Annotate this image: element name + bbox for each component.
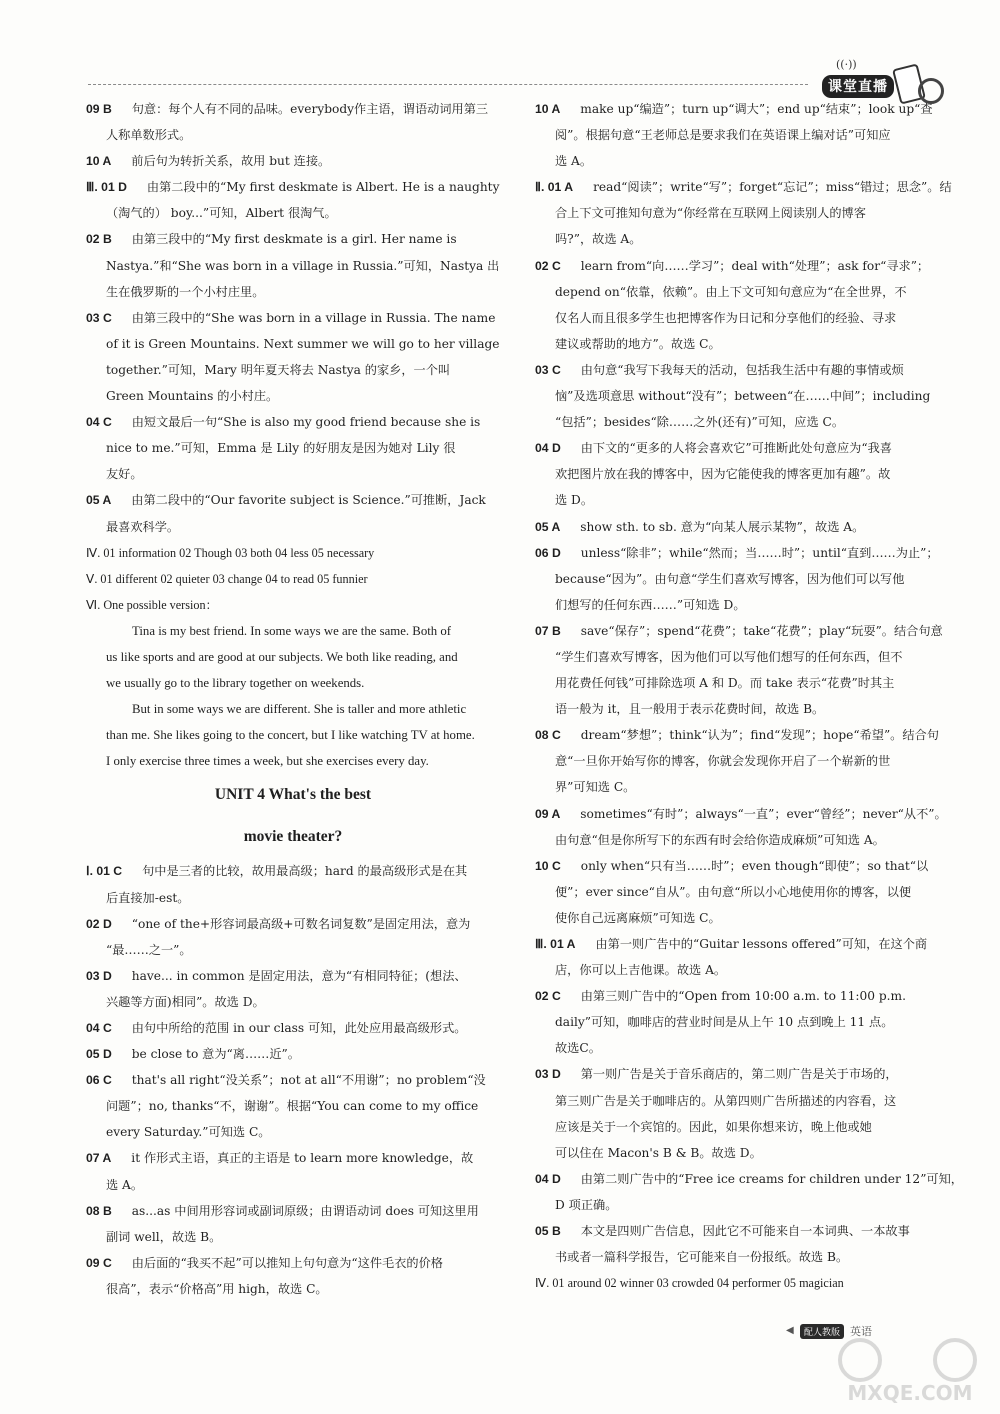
sample-essay-line: we usually go to the library together on weekends.: [106, 676, 365, 691]
answer-explanation: have... in common 是固定用法，意为“有相同特征；(想法、: [131, 968, 467, 983]
explanation-continuation: 友好。: [106, 467, 143, 482]
answer-line: [86, 963, 500, 989]
answer-explanation: save“保存”；spend“花费”；take“花费”；play“玩耍”。结合句意: [580, 623, 943, 638]
subject-label: 英语: [850, 1325, 872, 1338]
answer-line: [86, 174, 500, 200]
answer-number: 03 D: [535, 1067, 561, 1082]
answer-explanation: read“阅读”；write“写”；forget“忘记”；miss“错过；思念”。结: [593, 180, 952, 195]
explanation-continuation: 应该是关于一个宾馆的。因此，如果你想来访，晚上他或她: [555, 1119, 872, 1134]
brand-label: 课堂直播: [822, 75, 894, 98]
explanation-continuation: 们想写的任何东西……”可知选 D。: [555, 597, 746, 612]
watermark-ring-icon: [935, 1340, 975, 1380]
answer-number: 03 D: [86, 968, 112, 983]
answer-row: Ⅳ. 01 around 02 winner 03 crowded 04 performer 05 magician: [535, 1276, 844, 1291]
answer-explanation: 由第二段中的“Our favorite subject is Science.”可推断，Jack: [131, 493, 486, 508]
answer-line: [86, 1015, 500, 1041]
answer-row: Ⅴ. 01 different 02 quieter 03 change 04 to read 05 funnier: [86, 571, 368, 586]
explanation-continuation: 后直接加-est。: [106, 890, 190, 905]
answer-number: 08 B: [86, 1203, 112, 1218]
explanation-continuation: nice to me.”可知，Emma 是 Lily 的好朋友是因为她对 Lily 很: [106, 441, 456, 456]
unit-title: UNIT 4 What's the best: [214, 786, 372, 804]
sample-essay-line: than me. She likes going to the concert, but I like watching TV at home.: [106, 728, 475, 743]
answer-number: 04 D: [535, 441, 561, 456]
answer-line: [535, 174, 952, 200]
answer-line: [535, 853, 933, 879]
answer-explanation: 由第三段中的“My first deskmate is a girl. Her name is: [131, 232, 457, 247]
answer-number: 04 C: [86, 415, 112, 430]
explanation-continuation: 建议或帮助的地方”。故选 C。: [555, 336, 721, 351]
answer-line: [86, 409, 500, 435]
answer-line: [86, 96, 500, 122]
answer-line: [86, 1041, 500, 1067]
explanation-continuation: Nastya.”和“She was born in a village in Russia.”可知，Nastya 出: [106, 258, 500, 273]
answer-explanation: dream“梦想”；think“认为”；find“发现”；hope“希望”。结合句: [580, 728, 939, 743]
explanation-continuation: 界”可知选 C。: [555, 780, 636, 795]
answer-number: 05 A: [86, 493, 112, 508]
answer-number: 10 C: [535, 858, 561, 873]
explanation-continuation: 可以住在 Macon's B & B。故选 D。: [555, 1145, 762, 1160]
answer-number: 06 D: [535, 545, 561, 560]
answer-line: [86, 1198, 500, 1224]
explanation-continuation: “最……之一”。: [106, 942, 192, 957]
explanation-continuation: （淘气的） boy...”可知，Albert 很淘气。: [106, 206, 337, 221]
edition-badge: 配人教版: [800, 1324, 844, 1339]
answer-line: [86, 305, 500, 331]
explanation-continuation: 恼”及选项意思 without“没有”；between“在……中间”；including: [555, 389, 931, 404]
answer-number: 02 C: [535, 989, 561, 1004]
explanation-continuation: 使你自己远离麻烦”可知选 C。: [555, 910, 721, 925]
answer-line: [86, 1250, 500, 1276]
answer-number: 03 C: [535, 362, 561, 377]
answer-explanation: learn from“向……学习”；deal with“处理”；ask for“寻求”；: [580, 258, 930, 273]
explanation-continuation: 故选C。: [555, 1041, 601, 1056]
answer-line: [535, 96, 933, 122]
explanation-continuation: 兴趣等方面)相同”。故选 D。: [106, 994, 265, 1009]
answer-line: [86, 226, 500, 252]
sample-essay-line: But in some ways we are different. She is taller and more athletic: [132, 702, 467, 717]
explanation-continuation: 仅名人而且很多学生也把博客作为日记和分享他们的经验、寻求: [555, 310, 897, 325]
answer-explanation: 本文是四则广告信息，因此它不可能来自一本词典、一本故事: [580, 1224, 910, 1239]
arrow-left-icon: ◀: [786, 1325, 794, 1336]
answer-explanation: 由后面的“我买不起”可以推知上句句意为“这件毛衣的价格: [131, 1255, 443, 1270]
answer-number: 09 B: [86, 102, 112, 116]
sample-essay-line: Tina is my best friend. In some ways we are the same. Both of: [132, 623, 452, 638]
explanation-continuation: 第三则广告是关于咖啡店的。从第四则广告所描述的内容看，这: [555, 1093, 897, 1108]
explanation-continuation: 副词 well，故选 B。: [106, 1229, 222, 1244]
sample-essay-line: I only exercise three times a week, but she exercises every day.: [106, 754, 429, 769]
answer-number: 06 C: [86, 1073, 112, 1088]
explanation-continuation: of it is Green Mountains. Next summer we will go to her village: [106, 336, 500, 351]
answer-number: 02 B: [86, 232, 112, 247]
explanation-continuation: “包括”；besides“除……之外(还有)”可知，应选 C。: [555, 415, 845, 430]
explanation-continuation: “学生们喜欢写博客，因为他们可以写他们想写的任何东西，但不: [555, 649, 903, 664]
explanation-continuation: 问题”；no, thanks“不，谢谢”。根据“You can come to my office: [106, 1099, 479, 1114]
answer-number: 07 B: [535, 623, 561, 638]
answer-explanation: 由第一则广告中的“Guitar lessons offered”可知，在这个商: [595, 937, 928, 951]
watermark-ring-icon: [840, 1340, 880, 1380]
answer-line: [535, 618, 943, 644]
sample-essay-line: us like sports and are good at our subjects. We both like reading, and: [106, 649, 458, 664]
left-column: [86, 96, 500, 1302]
answer-explanation: 由句意“我写下我每天的活动，包括我生活中有趣的事情或烦: [580, 362, 904, 377]
answer-number: Ⅲ. 01 D: [86, 180, 127, 195]
explanation-continuation: daily”可知，咖啡店的营业时间是从上午 10 点到晚上 11 点。: [555, 1015, 894, 1030]
explanation-continuation: 选 A。: [106, 1177, 144, 1192]
answer-explanation: 第一则广告是关于音乐商店的，第二则广告是关于市场的，: [580, 1067, 898, 1082]
answer-number: 04 D: [535, 1171, 561, 1186]
answer-line: [535, 931, 933, 957]
answer-explanation: “one of the+形容词最高级+可数名词复数”是固定用法，意为: [131, 916, 471, 931]
answer-number: 10 A: [86, 154, 112, 169]
page-header: [0, 0, 1000, 100]
explanation-continuation: 阅”。根据句意“王老师总是要求我们在英语课上编对话”可知应: [555, 128, 891, 143]
explanation-continuation: 最喜欢科学。: [106, 519, 180, 534]
answer-number: 05 D: [86, 1047, 112, 1062]
answer-explanation: it 作形式主语，真正的主语是 to learn more knowledge，故: [131, 1151, 474, 1166]
answer-explanation: be close to 意为“离……近”。: [131, 1047, 300, 1062]
answer-line: [86, 1067, 500, 1093]
answer-number: 07 A: [86, 1151, 112, 1166]
answer-explanation: make up“编造”；turn up“调大”；end up“结束”；look up“查: [580, 102, 933, 116]
answer-line: [86, 487, 500, 513]
answer-line: [535, 1166, 963, 1192]
answer-explanation: 由下文的“更多的人将会喜欢它”可推断此处句意应为“我喜: [580, 441, 892, 456]
explanation-continuation: together.”可知，Mary 明年夏天将去 Nastya 的家乡，一个叫: [106, 362, 451, 377]
explanation-continuation: 店，你可以上吉他课。故选 A。: [555, 963, 727, 978]
answer-explanation: 由第三则广告中的“Open from 10:00 a.m. to 11:00 p.m.: [580, 989, 906, 1004]
right-column: [535, 96, 963, 1296]
answer-row: Ⅳ. 01 information 02 Though 03 both 04 less 05 necessary: [86, 545, 375, 560]
answer-line: [535, 722, 939, 748]
explanation-continuation: 书或者一篇科学报告，它可能来自一份报纸。故选 B。: [555, 1250, 849, 1265]
explanation-continuation: 吗?”，故选 A。: [555, 232, 642, 247]
explanation-continuation: 由句意“但是你所写下的东西有时会给你造成麻烦”可知选 A。: [555, 832, 885, 847]
answer-explanation: sometimes“有时”；always“一直”；ever“曾经”；never“从不”。: [580, 806, 947, 821]
broadcast-icon: ((·)): [836, 58, 857, 71]
explanation-continuation: 意“一旦你开始写你的博客，你就会发现你开启了一个崭新的世: [555, 754, 891, 769]
explanation-continuation: every Saturday.”可知选 C。: [106, 1125, 271, 1140]
answer-line: [535, 983, 933, 1009]
answer-number: 10 A: [535, 102, 561, 116]
answer-explanation: show sth. to sb. 意为“向某人展示某物”，故选 A。: [580, 519, 865, 534]
explanation-continuation: D 项正确。: [555, 1197, 618, 1212]
explanation-continuation: 便”；ever since“自从”。由句意“所以小心地使用你的博客，以便: [555, 884, 912, 899]
answer-line: [86, 148, 500, 174]
answer-number: 03 C: [86, 310, 112, 325]
answer-number: 05 A: [535, 519, 561, 534]
answer-explanation: 由句中所给的范围 in our class 可知，此处应用最高级形式。: [131, 1021, 467, 1035]
explanation-continuation: 欢把图片放在我的博客中，因为它能使我的博客更加有趣”。故: [555, 467, 891, 482]
explanation-continuation: 合上下文可推知句意为“你经常在互联网上阅读别人的博客: [555, 206, 866, 221]
answer-line: [535, 801, 947, 827]
answer-explanation: that's all right“没关系”；not at all“不用谢”；no problem“没: [131, 1073, 486, 1088]
watermark-logo: [830, 1330, 990, 1410]
answer-number: 09 A: [535, 806, 561, 821]
explanation-continuation: Green Mountains 的小村庄。: [106, 389, 279, 404]
answer-number: Ⅲ. 01 A: [535, 937, 576, 951]
answer-number: Ⅱ. 01 A: [535, 180, 574, 195]
answer-line: [86, 911, 500, 937]
explanation-continuation: 语一般为 it，且一般用于表示花费时间，故选 B。: [555, 702, 825, 717]
answer-explanation: as...as 中间用形容词或副词原级；由谓语动词 does 可知这里用: [131, 1203, 479, 1218]
explanation-continuation: 选 A。: [555, 154, 593, 169]
answer-number: Ⅰ. 01 C: [86, 864, 123, 879]
explanation-continuation: depend on“依靠，依赖”。由上下文可知句意应为“在全世界，不: [555, 284, 907, 299]
answer-line: [86, 858, 500, 884]
answer-number: 02 D: [86, 916, 112, 931]
answer-explanation: 由第二则广告中的“Free ice creams for children under 12”可知，: [580, 1171, 963, 1186]
header-dashed-rule: [88, 84, 808, 85]
answer-explanation: only when“只有当……时”；even though“即使”；so that“以: [580, 858, 929, 873]
answer-number: 04 C: [86, 1021, 112, 1035]
answer-line: [535, 1218, 933, 1244]
explanation-continuation: 选 D。: [555, 493, 594, 508]
answer-line: [535, 357, 933, 383]
answer-line: [535, 540, 939, 566]
answer-explanation: 由短文最后一句“She is also my good friend because she is: [131, 415, 481, 430]
explanation-continuation: 人称单数形式。: [106, 128, 192, 143]
answer-line: [86, 1145, 500, 1171]
explanation-continuation: 用花费任何钱”可排除选项 A 和 D。而 take 表示“花费”时其主: [555, 676, 895, 691]
answer-explanation: 由第三段中的“She was born in a village in Russia. The name: [131, 310, 496, 325]
answer-number: 02 C: [535, 258, 561, 273]
answer-line: [535, 514, 933, 540]
unit-title: movie theater?: [243, 828, 343, 846]
answer-explanation: unless“除非”；while“然而；当……时”；until“直到……为止”；: [580, 545, 939, 560]
answer-line: [535, 1061, 933, 1087]
explanation-continuation: 很高”，表示“价格高”用 high，故选 C。: [106, 1281, 328, 1296]
answer-explanation: 句中是三者的比较，故用最高级；hard 的最高级形式是在其: [142, 864, 468, 879]
answer-number: 05 B: [535, 1224, 561, 1239]
answer-line: [535, 435, 933, 461]
answer-line: [535, 253, 933, 279]
answer-number: 09 C: [86, 1255, 112, 1270]
answer-explanation: 前后句为转折关系，故用 but 连接。: [131, 154, 331, 169]
answer-explanation: 句意：每个人有不同的品味。everybody作主语，谓语动词用第三: [131, 102, 489, 116]
watermark-text: MXQE.COM: [847, 1381, 973, 1405]
answer-explanation: 由第二段中的“My first deskmate is Albert. He is a naughty: [146, 180, 500, 195]
answer-number: 08 C: [535, 728, 561, 743]
explanation-continuation: because“因为”。由句意“学生们喜欢写博客，因为他们可以写他: [555, 571, 905, 586]
answer-row: Ⅵ. One possible version：: [86, 597, 218, 612]
explanation-continuation: 生在俄罗斯的一个小村庄里。: [106, 284, 265, 299]
